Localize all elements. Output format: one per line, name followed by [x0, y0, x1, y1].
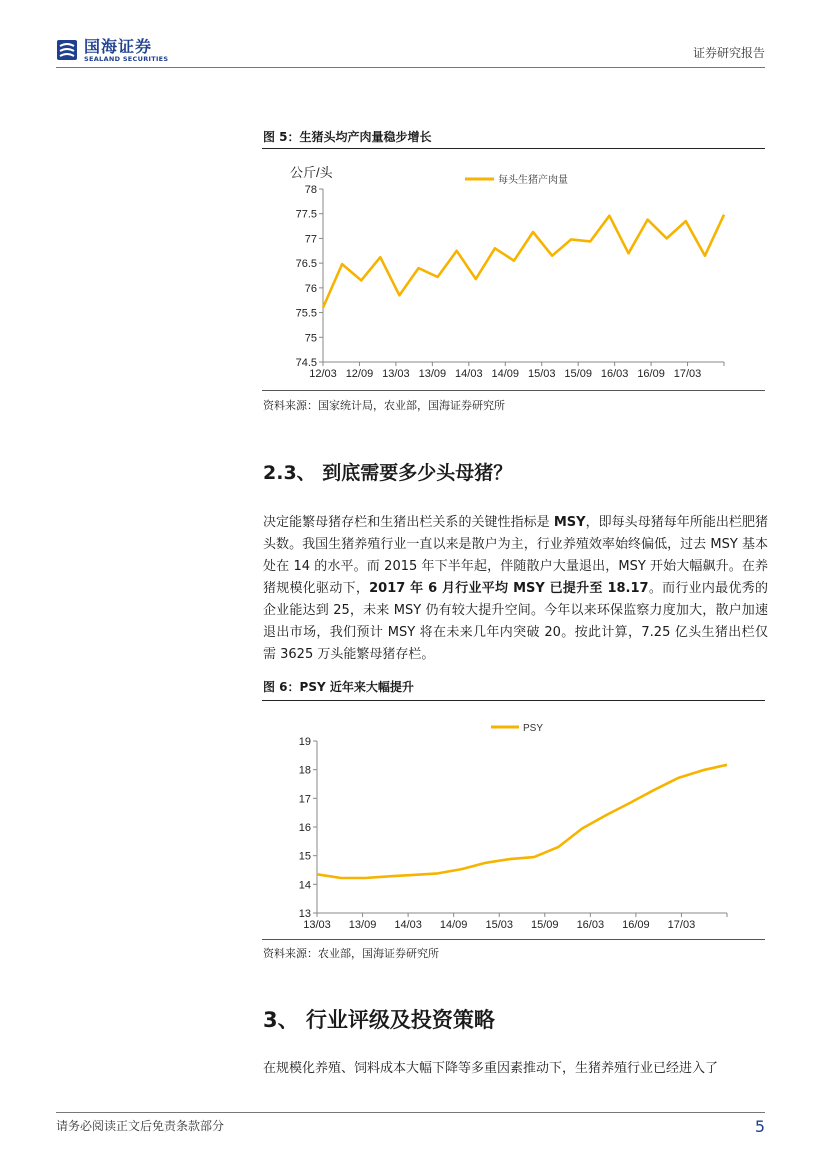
page-number: 5 — [754, 1117, 765, 1136]
legend-label: PSY — [523, 723, 544, 734]
x-tick-label: 15/09 — [531, 919, 559, 931]
section-3-heading: 3、 行业评级及投资策略 — [263, 1008, 495, 1032]
logo-name-en: SEALAND SECURITIES — [84, 54, 169, 63]
x-tick-label: 16/09 — [637, 368, 665, 380]
footer-disclaimer: 请务必阅读正文后免责条款部分 — [56, 1119, 225, 1133]
figure6-source: 资料来源：农业部，国海证券研究所 — [263, 947, 439, 960]
footer-divider — [56, 1112, 765, 1113]
logo-name-cn: 国海证券 — [84, 36, 153, 56]
x-tick-label: 15/09 — [564, 368, 592, 380]
y-tick-label: 75.5 — [295, 307, 317, 320]
figure5-source: 资料来源：国家统计局，农业部，国海证券研究所 — [263, 399, 505, 412]
y-tick-label: 19 — [298, 736, 311, 748]
legend-label: 每头生猪产肉量 — [498, 175, 568, 186]
y-tick-label: 78 — [304, 184, 317, 196]
para-highlight: 2017 年 6 月行业平均 MSY 已提升至 18.17 — [369, 581, 649, 596]
x-tick-label: 17/03 — [673, 368, 702, 380]
y-tick-label: 13 — [298, 908, 311, 920]
figure5-bottom-rule — [262, 390, 765, 391]
y-tick-label: 76 — [304, 282, 317, 295]
x-tick-label: 13/09 — [348, 919, 377, 931]
figure6-top-rule — [262, 700, 765, 701]
section-2-3-heading: 2.3、 到底需要多少头母猪？ — [263, 462, 513, 484]
figure6-chart — [262, 702, 767, 936]
logo-icon — [56, 38, 78, 62]
x-tick-label: 14/09 — [491, 368, 520, 380]
x-tick-label: 16/09 — [622, 919, 650, 931]
section-2-3-paragraph — [263, 512, 768, 666]
x-tick-label: 14/03 — [394, 919, 422, 931]
para-text-3: 。而行业内最优秀的企业能达到 25，未来 MSY 仍有较大提升空间。今年以来环保监察力度加大，散户加速退出市场，我们预计 MSY 将在未来几年内突破 20。按此计算，7.25 亿头生猪出栏仅需 3625 万头能繁母猪存栏。 — [263, 581, 768, 662]
x-tick-label: 12/03 — [309, 368, 337, 380]
header-divider — [56, 67, 765, 68]
x-tick-label: 14/09 — [439, 919, 468, 931]
company-logo — [56, 36, 168, 64]
x-tick-label: 16/03 — [600, 368, 629, 380]
figure5-title: 图 5：生猪头均产肉量稳步增长 — [263, 130, 432, 144]
x-tick-label: 13/03 — [303, 919, 331, 931]
x-tick-label: 13/09 — [418, 368, 447, 380]
x-tick-label: 16/03 — [576, 919, 605, 931]
x-tick-label: 15/03 — [485, 919, 513, 931]
figure6-title: 图 6：PSY 近年来大幅提升 — [263, 680, 414, 694]
y-tick-label: 74.5 — [295, 357, 317, 369]
document-type: 证券研究报告 — [692, 46, 765, 60]
y-axis-unit-label: 公斤/头 — [290, 165, 333, 180]
series-line — [317, 765, 727, 878]
figure6-bottom-rule — [262, 939, 765, 940]
series-line — [323, 215, 724, 308]
y-tick-label: 77.5 — [295, 208, 317, 221]
x-tick-label: 14/03 — [455, 368, 483, 380]
y-tick-label: 77 — [304, 233, 317, 246]
para-text-1: 决定能繁母猪存栏和生猪出栏关系的关键性指标是 — [263, 515, 554, 530]
section-3-paragraph: 在规模化养殖、饲料成本大幅下降等多重因素推动下，生猪养殖行业已经进入了 — [263, 1061, 719, 1076]
para-text-2: ，即每头母猪每年所能出栏肥猪头数。我国生猪养殖行业一直以来是散户为主，行业养殖效率始终偏低，过去 MSY 基本处在 14 的水平。而 2015 年下半年起，伴随散户大量退出，MSY 开始大幅飙升。在养猪规模化驱动下， — [263, 515, 768, 596]
para-msy: MSY — [553, 515, 586, 530]
y-tick-label: 16 — [298, 822, 311, 834]
y-tick-label: 18 — [298, 764, 311, 777]
x-tick-label: 15/03 — [527, 368, 556, 380]
figure5-chart — [262, 150, 767, 388]
y-tick-label: 76.5 — [295, 258, 317, 271]
x-tick-label: 13/03 — [382, 368, 410, 380]
figure5-top-rule — [262, 148, 765, 149]
y-tick-label: 14 — [298, 879, 311, 892]
y-tick-label: 17 — [298, 793, 311, 806]
x-tick-label: 17/03 — [667, 919, 696, 931]
x-tick-label: 12/09 — [345, 368, 374, 380]
y-tick-label: 75 — [304, 332, 317, 345]
y-tick-label: 15 — [298, 850, 311, 863]
